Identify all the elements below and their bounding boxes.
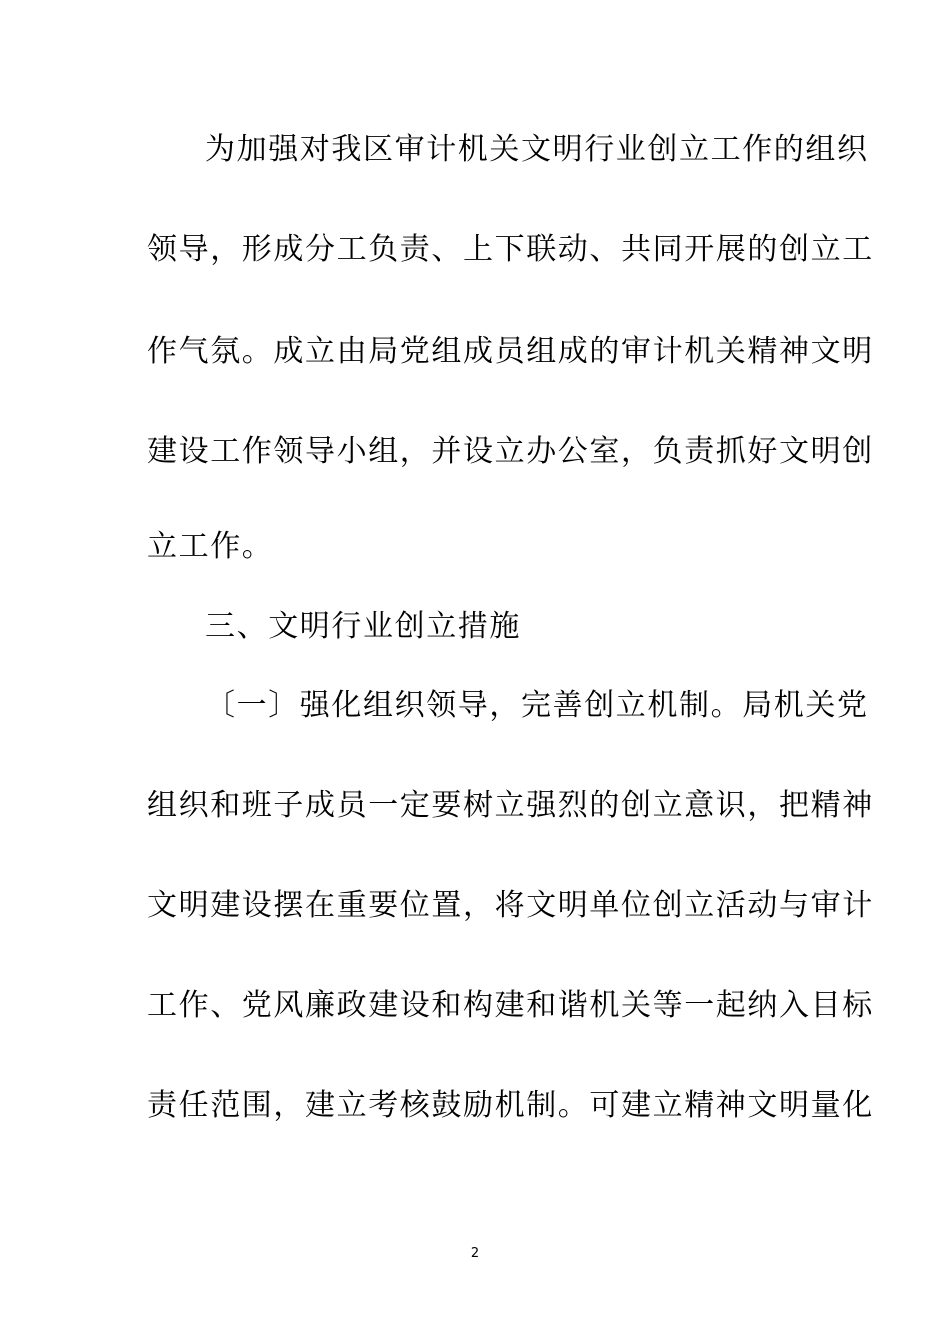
paragraph-line: 立工作。 bbox=[147, 529, 274, 564]
paragraph-line: 文明建设摆在重要位置，将文明单位创立活动与审计 bbox=[147, 888, 874, 923]
section-heading: 三、文明行业创立措施 bbox=[205, 609, 521, 644]
paragraph-line: 为加强对我区审计机关文明行业创立工作的组织 bbox=[205, 132, 869, 167]
paragraph-line: 工作、党风廉政建设和构建和谐机关等一起纳入目标 bbox=[147, 988, 874, 1023]
page-number: 2 bbox=[470, 1246, 480, 1261]
paragraph-line: 领导，形成分工负责、上下联动、共同开展的创立工 bbox=[147, 232, 874, 267]
paragraph-line: 组织和班子成员一定要树立强烈的创立意识，把精神 bbox=[147, 788, 874, 823]
paragraph-line: 〔一〕强化组织领导，完善创立机制。局机关党 bbox=[205, 688, 869, 723]
paragraph-line: 建设工作领导小组，并设立办公室，负责抓好文明创 bbox=[147, 434, 874, 469]
paragraph-line: 作气氛。成立由局党组成员组成的审计机关精神文明 bbox=[147, 334, 874, 369]
paragraph-line: 责任范围，建立考核鼓励机制。可建立精神文明量化 bbox=[147, 1088, 874, 1123]
